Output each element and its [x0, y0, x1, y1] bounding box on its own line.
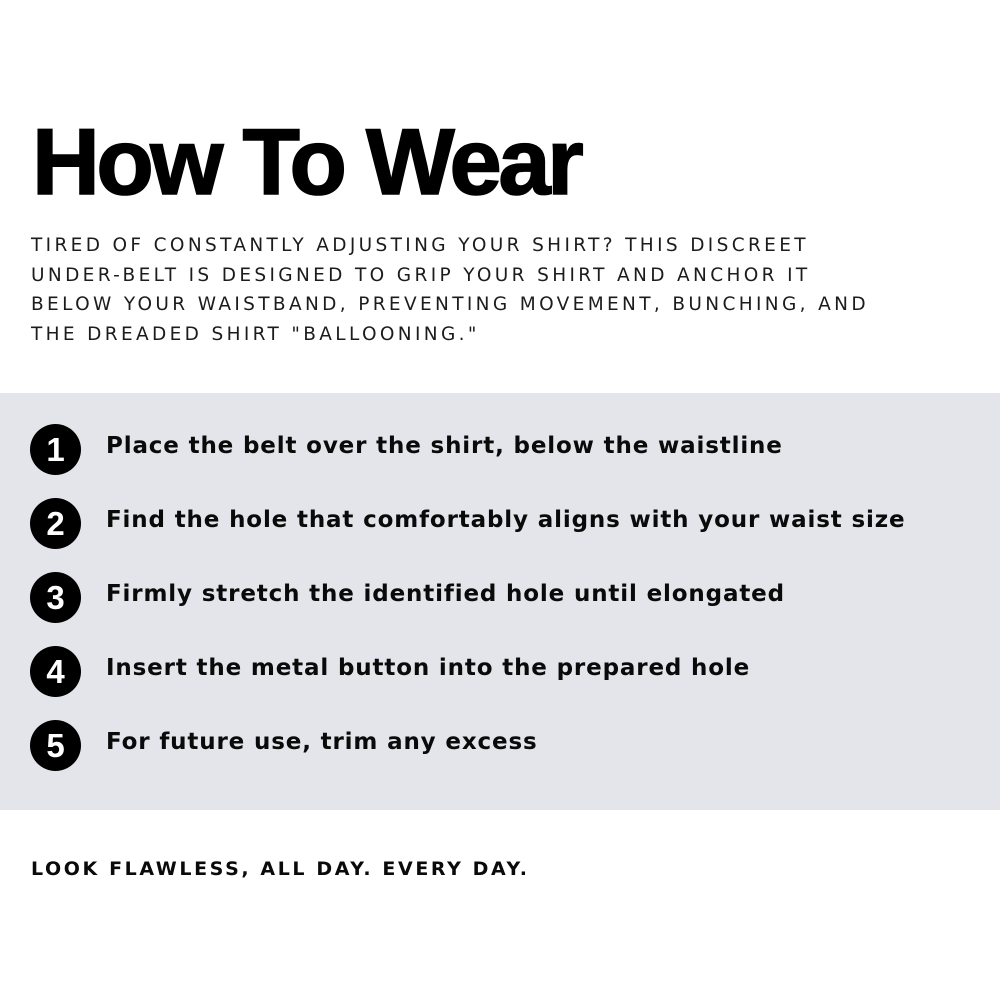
step-item-3: [30, 571, 785, 623]
step-number-badge: 5: [30, 720, 81, 771]
intro-line: TIRED OF CONSTANTLY ADJUSTING YOUR SHIRT? THIS DISCREET: [31, 235, 809, 256]
step-item-5: [30, 719, 538, 771]
step-number-badge: 4: [30, 646, 81, 697]
tagline: LOOK FLAWLESS, ALL DAY. EVERY DAY.: [31, 858, 530, 880]
step-text: Find the hole that comfortably aligns with your waist size: [106, 507, 906, 533]
step-number-badge: 2: [30, 498, 81, 549]
page-title: How To Wear: [32, 109, 581, 214]
intro-line: THE DREADED SHIRT "BALLOONING.": [31, 323, 480, 345]
intro-line: BELOW YOUR WAISTBAND, PREVENTING MOVEMENT, BUNCHING, AND: [31, 294, 869, 315]
step-item-4: [30, 645, 750, 697]
step-number-badge: 3: [30, 572, 81, 623]
step-text: Insert the metal button into the prepared hole: [106, 655, 751, 681]
step-item-2: [30, 497, 905, 549]
intro-line: UNDER-BELT IS DESIGNED TO GRIP YOUR SHIRT AND ANCHOR IT: [31, 264, 811, 286]
step-text: Place the belt over the shirt, below the waistline: [106, 433, 783, 459]
step-number-badge: 1: [30, 424, 81, 475]
step-text: For future use, trim any excess: [106, 729, 538, 755]
step-text: Firmly stretch the identified hole until elongated: [106, 581, 785, 607]
step-item-1: [30, 423, 783, 475]
intro-paragraph: [31, 231, 991, 349]
